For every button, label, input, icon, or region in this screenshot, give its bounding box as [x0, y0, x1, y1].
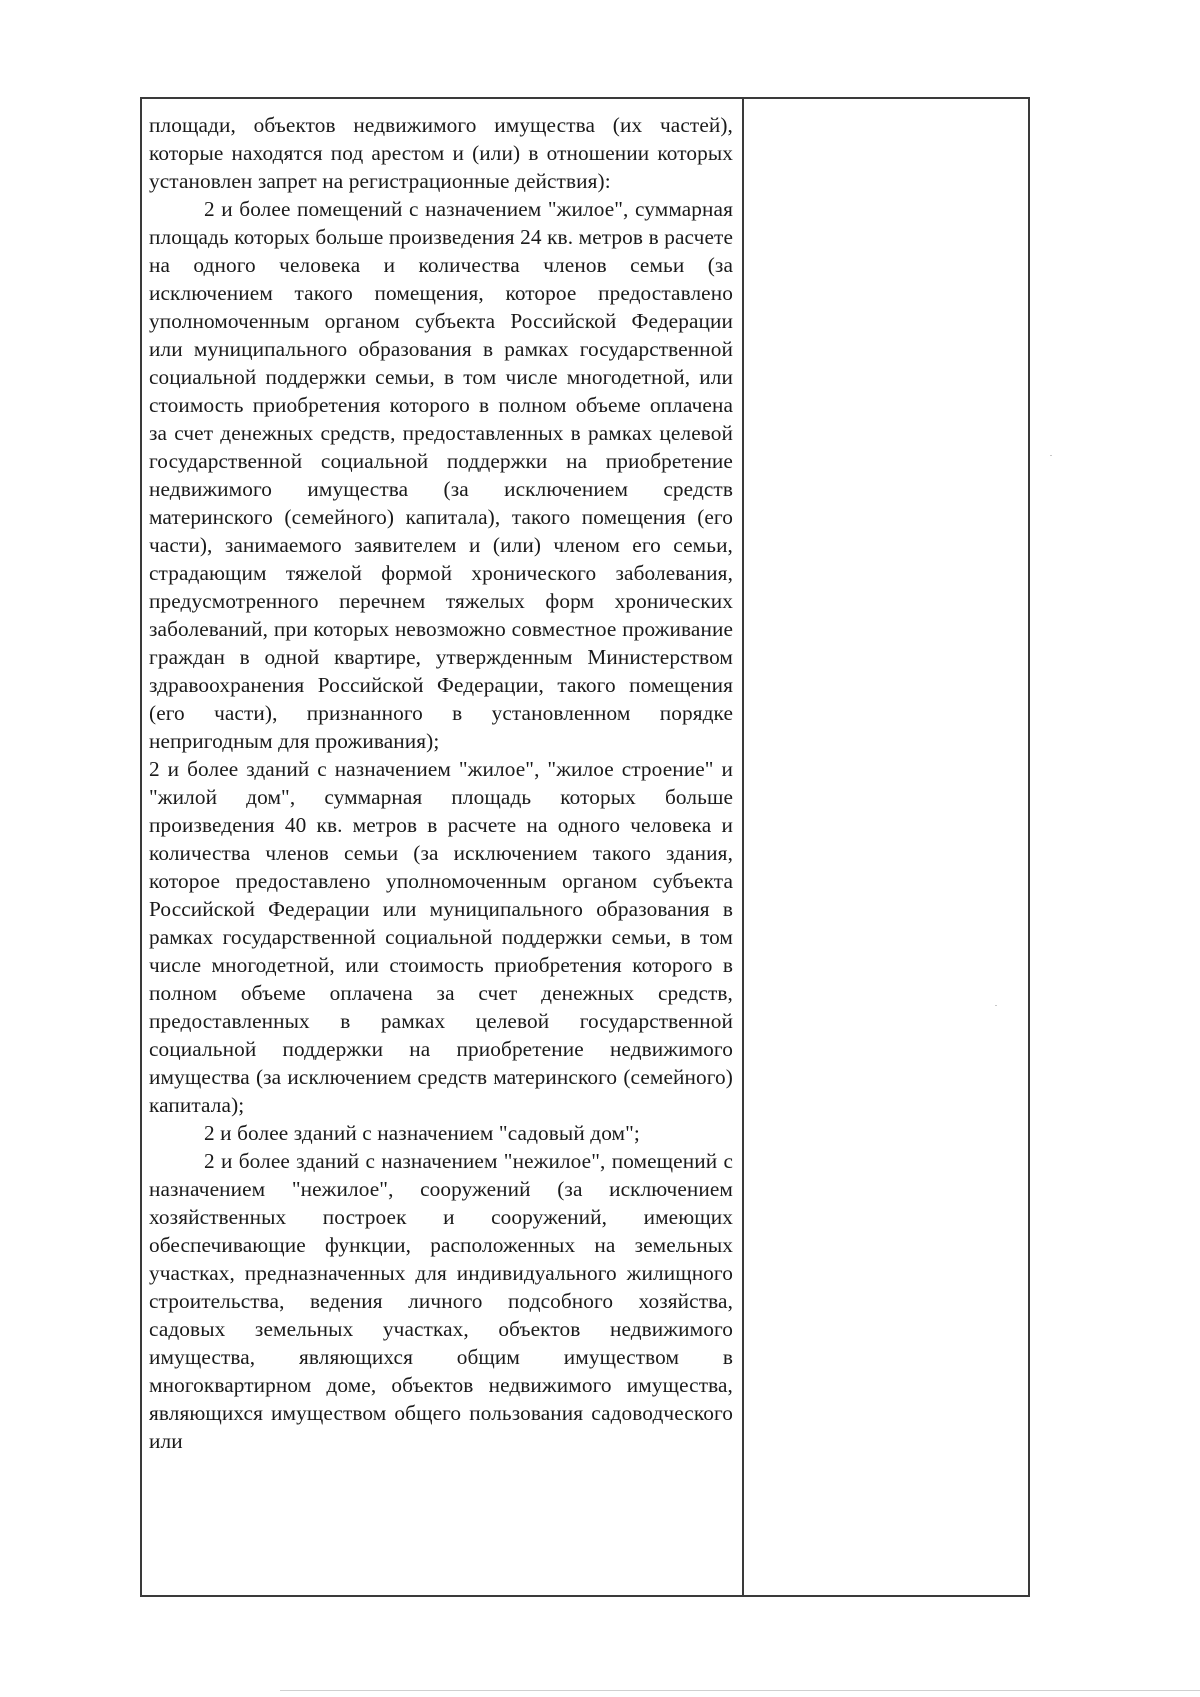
paragraph-4: 2 и более зданий с назначением "садовый дом";	[204, 1121, 640, 1145]
paragraph-5: 2 и более зданий с назначением "нежилое", помещений с назначением "нежилое", сооружений (за исключением хозяйственных построек и сооружений, имеющих обеспечивающие функции, расположенных на земельных участках, предназначенных для индивидуального жилищного строительства, ведения личного подсобного хозяйства, садовых земельных участках, объектов недвижимого имущества, являющихся общим имуществом в многоквартирном доме, объектов недвижимого имущества, являющихся имуществом общего пользования садоводческого или	[149, 1149, 733, 1453]
document-table	[140, 97, 1030, 1597]
scan-speck	[1050, 455, 1052, 456]
paragraph-2: 2 и более помещений с назначением "жилое", суммарная площадь которых больше произведения 24 кв. метров в расчете на одного человека и количества членов семьи (за исключением такого помещения, которое предоставлено уполномоченным органом субъекта Российской Федерации или муниципального образования в рамках государственной социальной поддержки семьи, в том числе многодетной, или стоимость приобретения которого в полном объеме оплачена за счет денежных средств, предоставленных в рамках целевой государственной социальной поддержки на приобретение недвижимого имущества (за исключением средств материнского (семейного) капитала), такого помещения (его части), занимаемого заявителем и (или) членом его семьи, страдающим тяжелой формой хронического заболевания, предусмотренного перечнем тяжелых форм хронических заболеваний, при которых невозможно совместное проживание граждан в одной квартире, утвержденным Министерством здравоохранения Российской Федерации, такого помещения (его части), признанного в установленном порядке непригодным для проживания);	[149, 197, 733, 753]
scan-artifact-line	[280, 1690, 1200, 1691]
scan-speck	[995, 1005, 997, 1006]
table-cell-left	[142, 99, 744, 1595]
table-cell-right	[744, 99, 1028, 1595]
paragraph-1: площади, объектов недвижимого имущества (их частей), которые находятся под арестом и (или) в отношении которых установлен запрет на регистрационные действия):	[149, 113, 733, 193]
paragraph-3: 2 и более зданий с назначением "жилое", "жилое строение" и "жилой дом", суммарная площадь которых больше произведения 40 кв. метров в расчете на одного человека и количества членов семьи (за исключением такого здания, которое предоставлено уполномоченным органом субъекта Российской Федерации или муниципального образования в рамках государственной социальной поддержки семьи, в том числе многодетной, или стоимость приобретения которого в полном объеме оплачена за счет денежных средств, предоставленных в рамках целевой государственной социальной поддержки на приобретение недвижимого имущества (за исключением средств материнского (семейного) капитала);	[149, 757, 733, 1117]
